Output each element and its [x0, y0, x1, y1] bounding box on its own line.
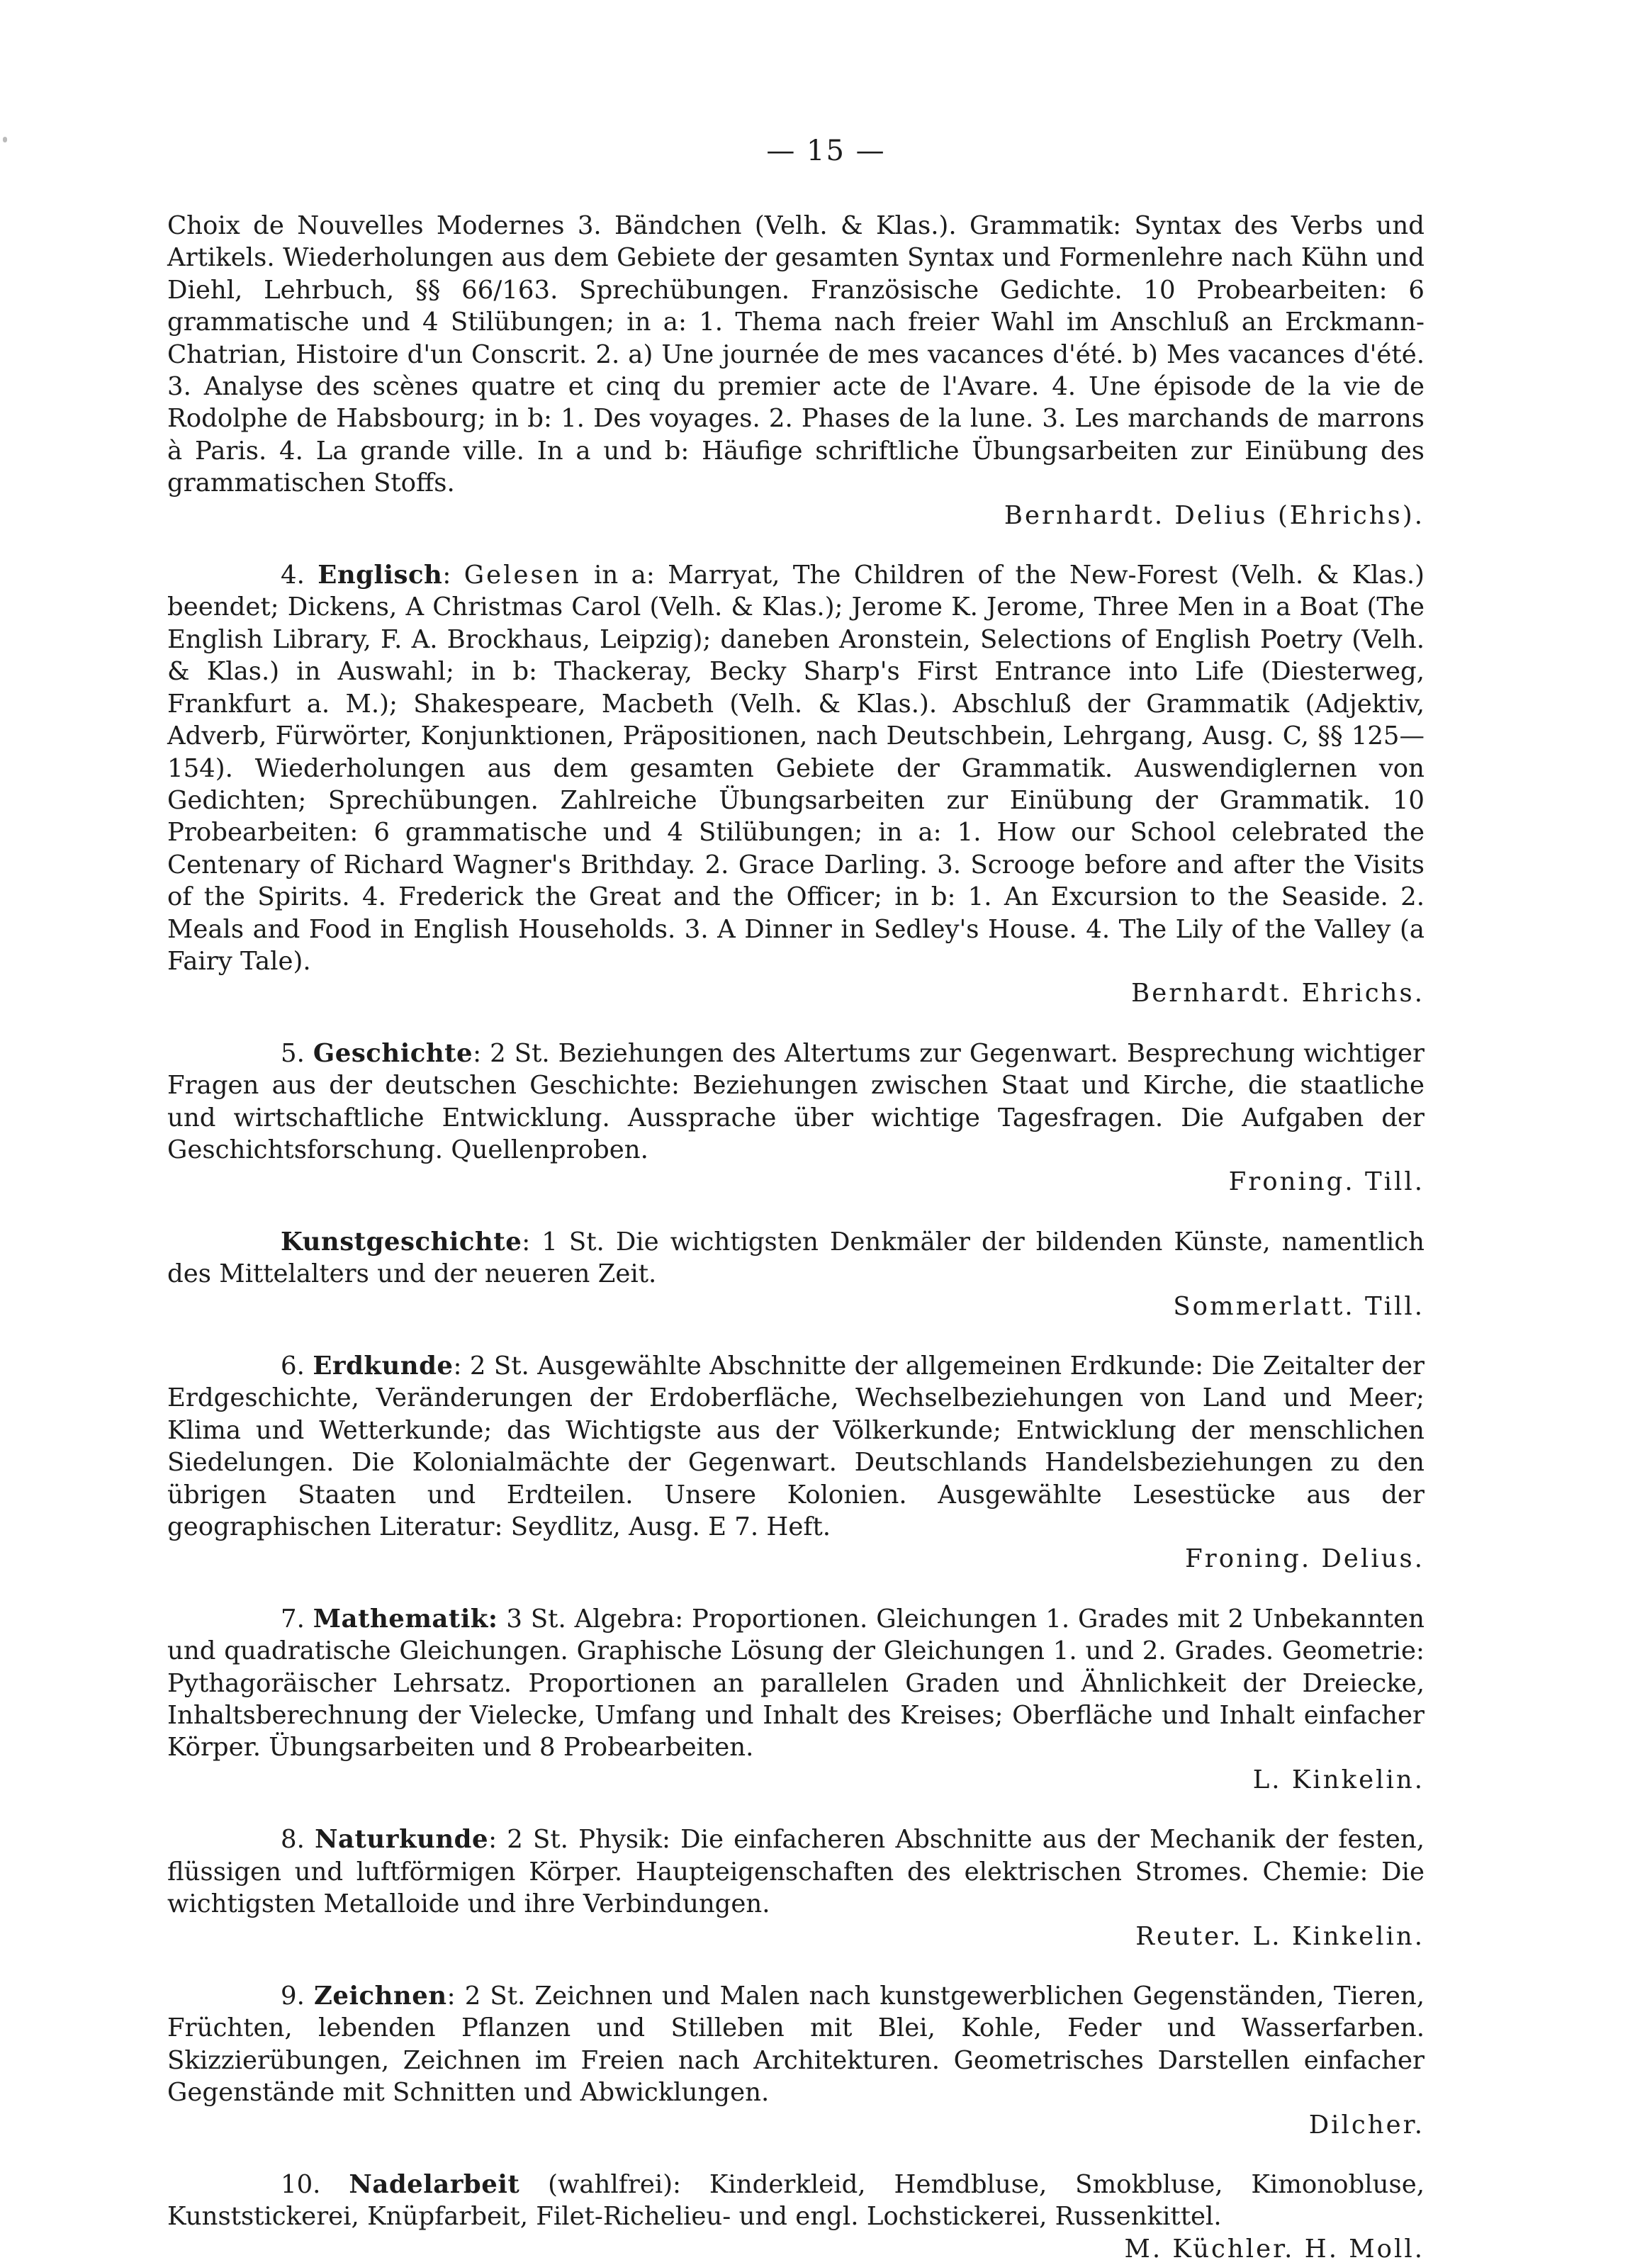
- section-geschichte-title: Geschichte: [313, 1038, 473, 1068]
- section-zeichnen-text: : 2 St. Zeichnen und Malen nach kunstgewerblichen Gegenständen, Tieren, Früchten, lebenden Pflanzen und Stilleben mit Blei, Kohle, Feder und Wasserfarben. Skizzierübungen, Zeichnen im Freien nach Architekturen. Geometrisches Darstellen einfacher Gegenstände mit Schnitten und Abwicklungen.: [167, 1981, 1425, 2108]
- section-mathematik-text: 3 St. Algebra: Proportionen. Gleichungen 1. Grades mit 2 Unbekannten und quadratische Gleichungen. Graphische Lösung der Gleichungen 1. und 2. Grades. Geometrie: Pythagoräischer Lehrsatz. Proportionen an parallelen Graden und Ähnlichkeit der Dreiecke, Inhaltsberechnung der Vielecke, Umfang und Inhalt des Kreises; Oberfläche und Inhalt einfacher Körper. Übungsarbeiten und 8 Probearbeiten.: [167, 1604, 1425, 1763]
- section-englisch-teachers: Bernhardt. Ehrichs.: [1131, 979, 1425, 1008]
- section-geschichte-teachers: Froning. Till.: [1228, 1167, 1425, 1197]
- section-zeichnen: [167, 1980, 1425, 2109]
- section-geschichte: [167, 1038, 1425, 1167]
- section-naturkunde: [167, 1823, 1425, 1920]
- section-englisch-title: Englisch: [318, 561, 443, 590]
- section-nadelarbeit-number: 10.: [281, 2169, 321, 2199]
- section-kunstgeschichte-title: Kunstgeschichte: [281, 1227, 522, 1257]
- section-naturkunde-number: 8.: [281, 1825, 305, 1855]
- section-erdkunde-teachers: Froning. Delius.: [1185, 1544, 1425, 1574]
- section-geschichte-number: 5.: [281, 1038, 305, 1068]
- section-kunstgeschichte-teachers: Sommerlatt. Till.: [1173, 1291, 1425, 1321]
- section-mathematik-teachers: L. Kinkelin.: [1252, 1765, 1425, 1794]
- section-nadelarbeit: [167, 2169, 1425, 2233]
- section-mathematik: [167, 1603, 1425, 1764]
- section-franzoesisch-teachers: Bernhardt. Delius (Ehrichs).: [1004, 500, 1425, 530]
- section-zeichnen-teachers: Dilcher.: [1308, 2110, 1425, 2140]
- page-number: — 15 —: [766, 135, 886, 167]
- section-nadelarbeit-title: Nadelarbeit: [349, 2169, 520, 2199]
- section-naturkunde-text: : 2 St. Physik: Die einfacheren Abschnitte aus der Mechanik der festen, flüssigen und luftförmigen Körper. Haupteigenschaften des elektrischen Stromes. Chemie: Die wichtigsten Metalloide und ihre Verbindungen.: [167, 1825, 1425, 1919]
- section-franzoesisch-text: Choix de Nouvelles Modernes 3. Bändchen (Velh. & Klas.). Grammatik: Syntax des Verbs und Artikels. Wiederholungen aus dem Gebiete der gesamten Syntax und Formenlehre nach Kühn und Diehl, Lehrbuch, §§ 66/163. Sprechübungen. Französische Gedichte. 10 Probearbeiten: 6 grammatische und 4 Stilübungen; in a: 1. Thema nach freier Wahl im Anschluß an Erckmann-Chatrian, Histoire d'un Conscrit. 2. a) Une journée de mes vacances d'été. b) Mes vacances d'été. 3. Analyse des scènes quatre et cinq du premier acte de l'Avare. 4. Une épisode de la vie de Rodolphe de Habsbourg; in b: 1. Des voyages. 2. Phases de la lune. 3. Les marchands de marrons à Paris. 4. La grande ville. In a und b: Häufige schriftliche Übungsarbeiten zur Einübung des grammatischen Stoffs.: [167, 211, 1425, 498]
- section-erdkunde-text: : 2 St. Ausgewählte Abschnitte der allgemeinen Erdkunde: Die Zeitalter der Erdgeschichte, Veränderungen der Erdoberfläche, Wechselbeziehungen von Land und Meer; Klima und Wetterkunde; das Wichtigste aus der Völkerkunde; Entwicklung der menschlichen Siedelungen. Die Kolonialmächte der Gegenwart. Deutschlands Handelsbeziehungen zu den übrigen Staaten und Erdteilen. Unsere Kolonien. Ausgewählte Lesestücke aus der geographischen Literatur: Seydlitz, Ausg. E 7. Heft.: [167, 1351, 1425, 1542]
- section-nadelarbeit-teachers: M. Küchler. H. Moll.: [1124, 2234, 1425, 2264]
- section-englisch-number: 4.: [281, 561, 305, 590]
- section-mathematik-title: Mathematik:: [313, 1604, 498, 1634]
- section-naturkunde-title: Naturkunde: [315, 1825, 489, 1855]
- section-englisch: 4. Englisch: Gelesen in a: Marryat, The Children of the New-Forest (Velh. & Klas.) beendet; Dickens, A Christmas Carol (Velh. & Klas.); Jerome K. Jerome, Three Men in a Boat (The English Library, F. A. Brockhaus, Leipzig); daneben Aronstein, Selections of English Poetry (Velh. & Klas.) in Auswahl; in b: Thackeray, Becky Sharp's First Entrance into Life (Diesterweg, Frankfurt a. M.); Shakespeare, Macbeth (Velh. & Klas.). Abschluß der Grammatik (Adjektiv, Adverb, Fürwörter, Konjunktionen, Präpositionen, nach Deutschbein, Lehrgang, Ausg. C, §§ 125—154). Wiederholungen aus dem gesamten Gebiete der Grammatik. Auswendiglernen von Gedichten; Sprechübungen. Zahlreiche Übungsarbeiten zur Einübung der Grammatik. 10 Probearbeiten: 6 grammatische und 4 Stilübungen; in a: 1. How our School celebrated the Centenary of Richard Wagner's Brithday. 2. Grace Darling. 3. Scrooge before and after the Visits of the Spirits. 4. Frederick the Great and the Officer; in b: 1. An Excursion to the Seaside. 2. Meals and Food in English Households. 3. A Dinner in Sedley's House. 4. The Lily of the Valley (a Fairy Tale).: [167, 561, 1425, 976]
- section-kunstgeschichte: [167, 1226, 1425, 1291]
- section-mathematik-number: 7.: [281, 1604, 305, 1634]
- section-geschichte-text: : 2 St. Beziehungen des Altertums zur Gegenwart. Besprechung wichtiger Fragen aus der deutschen Geschichte: Beziehungen zwischen Staat und Kirche, die staatliche und wirtschaftliche Entwicklung. Aussprache über wichtige Tagesfragen. Die Aufgaben der Geschichtsforschung. Quellenproben.: [167, 1038, 1425, 1164]
- section-zeichnen-number: 9.: [281, 1981, 305, 2011]
- section-erdkunde-title: Erdkunde: [313, 1351, 454, 1381]
- section-englisch-text: in a: Marryat, The Children of the New-Forest (Velh. & Klas.) beendet; Dickens, A Christmas Carol (Velh. & Klas.); Jerome K. Jerome, Three Men in a Boat (The English Library, F. A. Brockhaus, Leipzig); daneben Aronstein, Selections of English Poetry (Velh. & Klas.) in Auswahl; in b: Thackeray, Becky Sharp's First Entrance into Life (Diesterweg, Frankfurt a. M.); Shakespeare, Macbeth (Velh. & Klas.). Abschluß der Grammatik (Adjektiv, Adverb, Fürwörter, Konjunktionen, Präpositionen, nach Deutschbein, Lehrgang, Ausg. C, §§ 125—154). Wiederholungen aus dem gesamten Gebiete der Grammatik. Auswendiglernen von Gedichten; Sprechübungen. Zahlreiche Übungsarbeiten zur Einübung der Grammatik. 10 Probearbeiten: 6 grammatische und 4 Stilübungen; in a: 1. How our School celebrated the Centenary of Richard Wagner's Brithday. 2. Grace Darling. 3. Scrooge before and after the Visits of the Spirits. 4. Frederick the Great and the Officer; in b: 1. An Excursion to the Seaside. 2. Meals and Food in English Households. 3. A Dinner in Sedley's House. 4. The Lily of the Valley (a Fairy Tale).: [167, 561, 1425, 976]
- section-erdkunde-number: 6.: [281, 1351, 305, 1381]
- section-zeichnen-title: Zeichnen: [314, 1981, 447, 2011]
- section-erdkunde: [167, 1350, 1425, 1543]
- page-body: [167, 210, 1425, 2265]
- section-kunstgeschichte-text: : 1 St. Die wichtigsten Denkmäler der bildenden Künste, namentlich des Mittelalters und der neueren Zeit.: [167, 1227, 1425, 1289]
- section-naturkunde-teachers: Reuter. L. Kinkelin.: [1135, 1921, 1425, 1951]
- section-englisch-label: Gelesen: [463, 561, 581, 590]
- section-nadelarbeit-text: (wahlfrei): Kinderkleid, Hemdbluse, Smokbluse, Kimonobluse, Kunststickerei, Knüpfarbeit, Filet-Richelieu- und engl. Lochstickerei, Russenkittel.: [167, 2169, 1425, 2232]
